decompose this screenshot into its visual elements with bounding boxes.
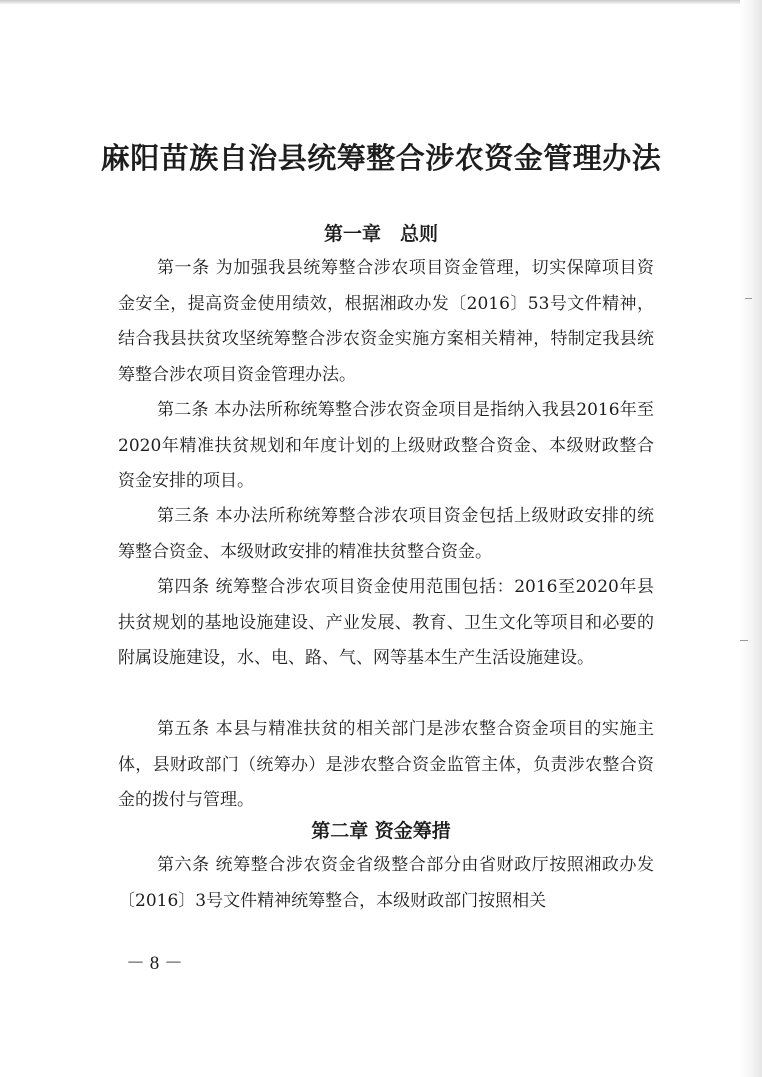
article-3: 第三条 本办法所称统筹整合涉农项目资金包括上级财政安排的统筹整合资金、本级财政安排的精准扶贫整合资金。 — [118, 506, 654, 562]
page-number: － 8 － — [126, 953, 184, 974]
document-title: 麻阳苗族自治县统筹整合涉农资金管理办法 — [100, 141, 662, 175]
article-6: 第六条 统筹整合涉农资金省级整合部分由省财政厅按照湘政办发〔2016〕3号文件精神统筹整合，本级财政部门按照相关 — [118, 855, 654, 911]
scan-mark — [740, 640, 748, 641]
scan-mark — [745, 298, 752, 299]
scan-top-edge — [0, 0, 762, 4]
article-1: 第一条 为加强我县统筹整合涉农项目资金管理，切实保障项目资金安全，提高资金使用绩效，根据湘政办发〔2016〕53号文件精神，结合我县扶贫攻坚统筹整合涉农资金实施方案相关精神，特制定我县统筹整合涉农项目资金管理办法。 — [118, 258, 654, 385]
chapter-heading-funding: 第二章 资金筹措 — [311, 820, 451, 842]
article-4: 第四条 统筹整合涉农项目资金使用范围包括：2016至2020年县扶贫规划的基地设施建设、产业发展、教育、卫生文化等项目和必要的附属设施建设，水、电、路、气、网等基本生产生活设施建设。 — [118, 577, 654, 668]
chapter-heading-general: 第一章 总则 — [323, 223, 438, 245]
article-5: 第五条 本县与精准扶贫的相关部门是涉农整合资金项目的实施主体，县财政部门（统筹办）是涉农整合资金监管主体，负责涉农整合资金的拨付与管理。 — [118, 719, 654, 810]
article-2: 第二条 本办法所称统筹整合涉农资金项目是指纳入我县2016年至2020年精准扶贫规划和年度计划的上级财政整合资金、本级财政整合资金安排的项目。 — [118, 400, 654, 491]
